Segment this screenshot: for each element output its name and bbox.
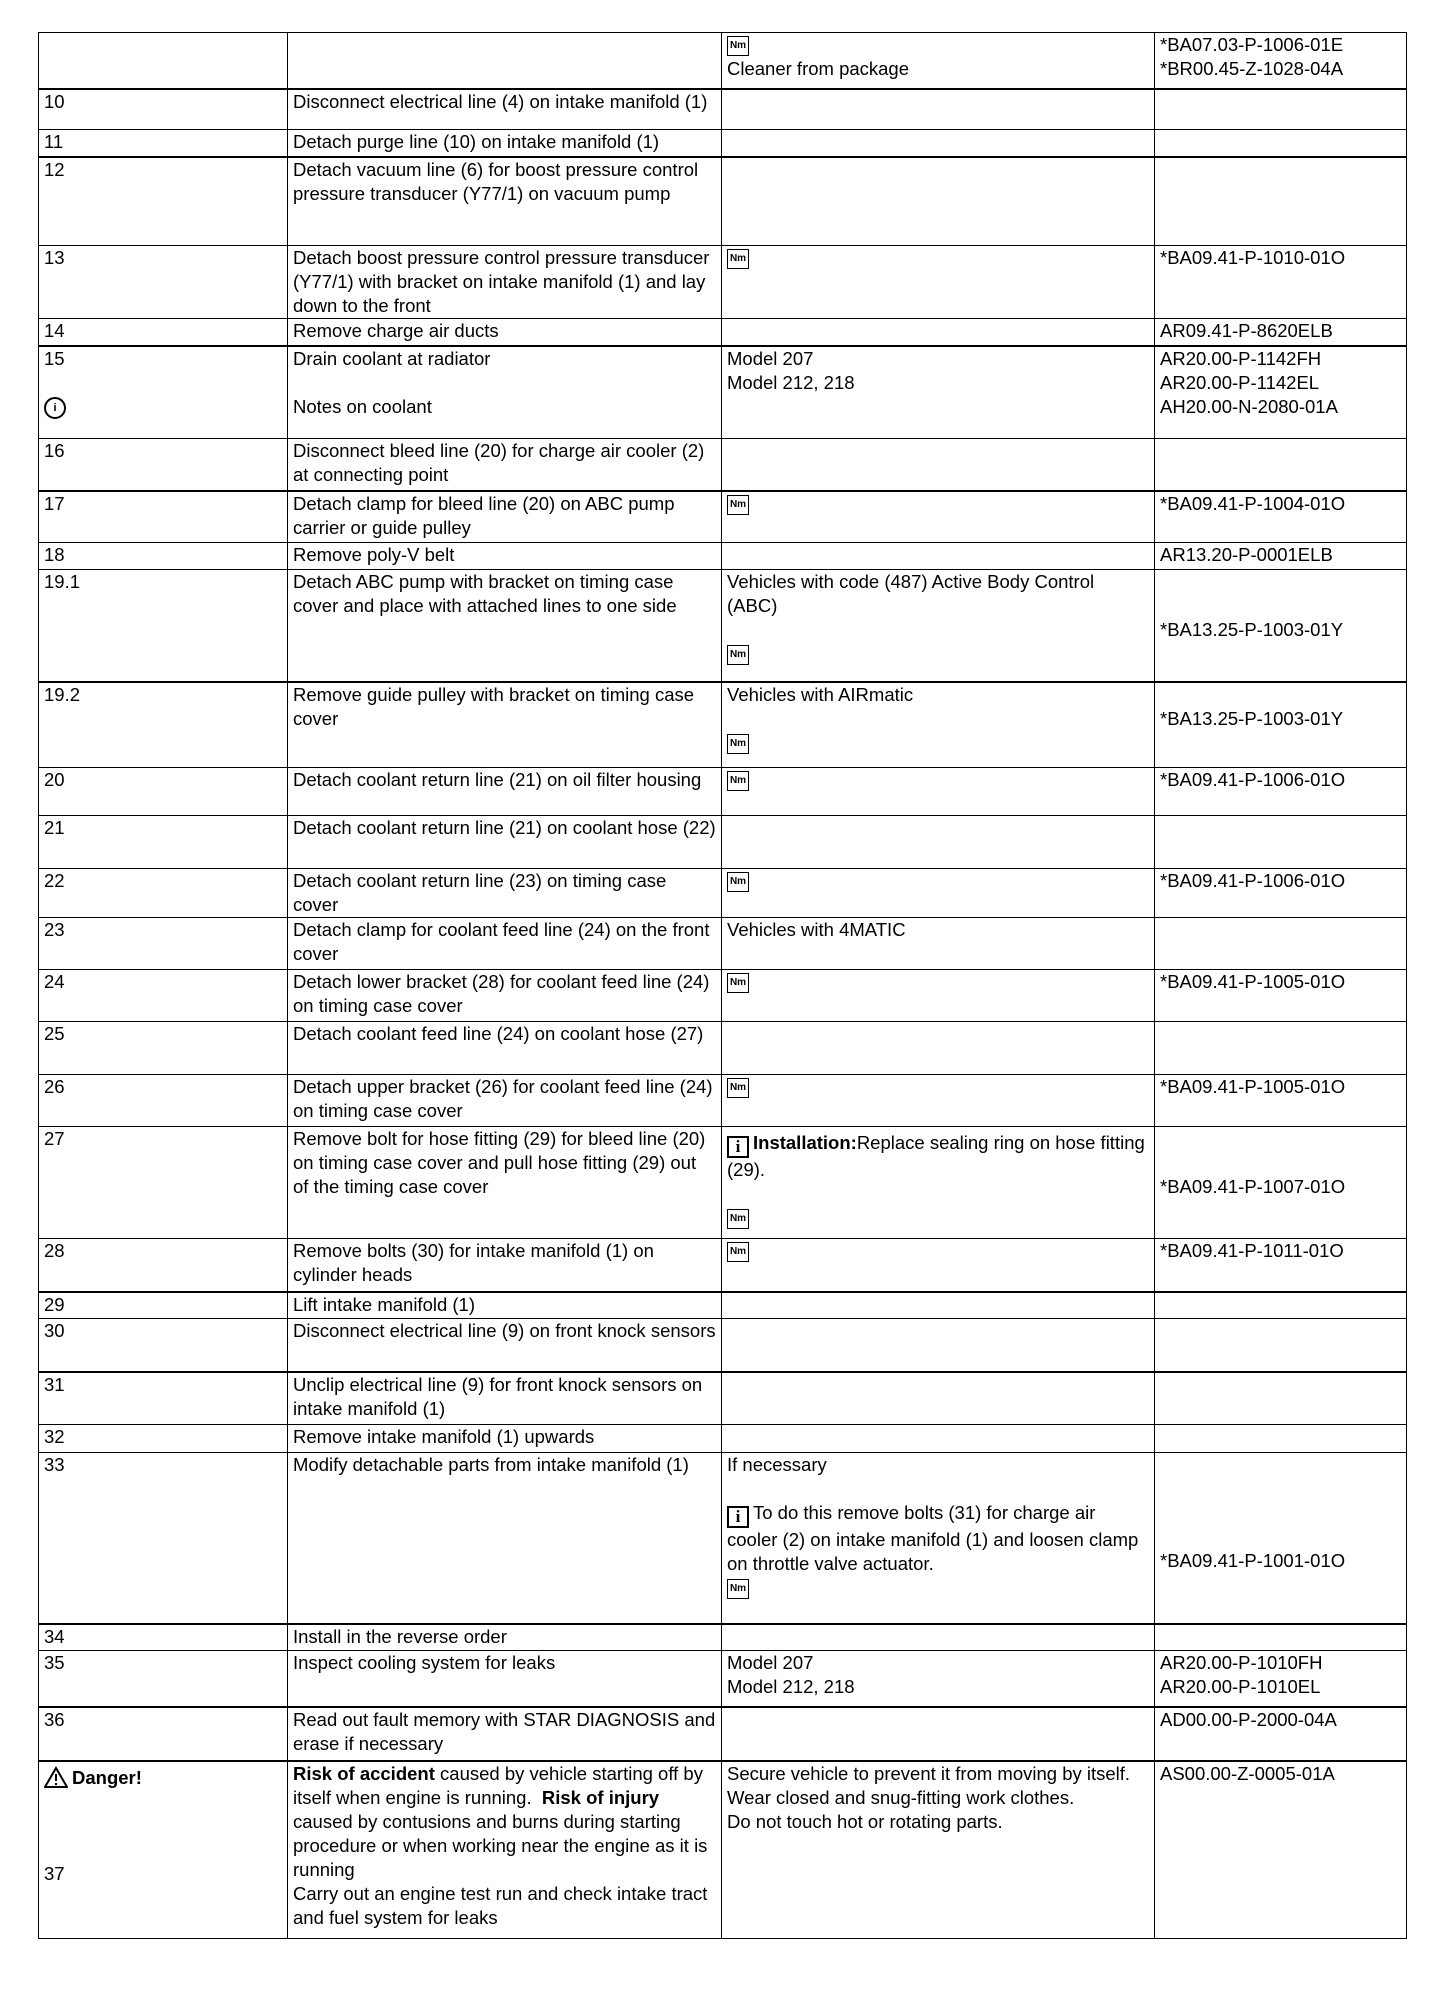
torque-icon: Nm (727, 973, 749, 993)
reference-cell (1155, 130, 1407, 157)
step-cell: 19.1 (39, 570, 288, 682)
table-row (39, 89, 1407, 130)
step-cell: 24 (39, 970, 288, 1022)
table-row (39, 682, 1407, 768)
action-cell: Disconnect electrical line (9) on front knock sensors (288, 1319, 722, 1372)
info-icon: i (727, 1506, 749, 1528)
torque-icon: Nm (727, 1209, 749, 1229)
torque-icon: Nm (727, 645, 749, 665)
reference-cell (1155, 1292, 1407, 1319)
table-row (39, 1292, 1407, 1319)
reference-cell: AR20.00-P-1142FH AR20.00-P-1142EL AH20.00-N-2080-01A (1155, 346, 1407, 439)
step-cell: 28 (39, 1239, 288, 1292)
condition-cell: Model 207 Model 212, 218 (722, 1651, 1155, 1707)
condition-cell (722, 543, 1155, 570)
action-cell (288, 33, 722, 89)
reference-cell: *BA09.41-P-1004-01O (1155, 491, 1407, 543)
reference-cell: AR09.41-P-8620ELB (1155, 319, 1407, 346)
torque-icon: Nm (727, 495, 749, 515)
table-row (39, 1319, 1407, 1372)
reference-cell (1155, 918, 1407, 970)
reference-cell: *BA09.41-P-1007-01O (1155, 1127, 1407, 1239)
info-icon: i (727, 1136, 749, 1158)
table-row (39, 1707, 1407, 1761)
step-cell: 20 (39, 768, 288, 816)
condition-cell (722, 1292, 1155, 1319)
table-row (39, 869, 1407, 918)
action-cell: Detach clamp for bleed line (20) on ABC pump carrier or guide pulley (288, 491, 722, 543)
condition-cell (722, 319, 1155, 346)
reference-cell: *BA13.25-P-1003-01Y (1155, 570, 1407, 682)
condition-cell (722, 1022, 1155, 1075)
action-cell: Detach coolant return line (21) on coolant hose (22) (288, 816, 722, 869)
action-cell: Detach purge line (10) on intake manifold (1) (288, 130, 722, 157)
action-cell: Inspect cooling system for leaks (288, 1651, 722, 1707)
reference-cell: AD00.00-P-2000-04A (1155, 1707, 1407, 1761)
condition-cell: Model 207 Model 212, 218 (722, 346, 1155, 439)
condition-cell (722, 1319, 1155, 1372)
table-row (39, 1425, 1407, 1453)
step-cell: 14 (39, 319, 288, 346)
condition-cell (722, 246, 1155, 319)
step-cell (39, 33, 288, 89)
table-row (39, 439, 1407, 491)
step-cell: 35 (39, 1651, 288, 1707)
table-row (39, 1372, 1407, 1425)
table-row (39, 816, 1407, 869)
torque-icon: Nm (727, 36, 749, 56)
condition-cell: Vehicles with code (487) Active Body Control (ABC) Nm (722, 570, 1155, 682)
step-cell: 19.2 (39, 682, 288, 768)
reference-cell: *BA09.41-P-1005-01O (1155, 970, 1407, 1022)
table-row (39, 1624, 1407, 1651)
condition-cell (722, 816, 1155, 869)
step-cell: 12 (39, 157, 288, 246)
action-cell: Detach vacuum line (6) for boost pressure control pressure transducer (Y77/1) on vacuum pump (288, 157, 722, 246)
step-cell: 17 (39, 491, 288, 543)
condition-cell (722, 157, 1155, 246)
condition-cell (722, 768, 1155, 816)
table-row (39, 543, 1407, 570)
action-cell: Detach coolant return line (23) on timing case cover (288, 869, 722, 918)
condition-cell (722, 1624, 1155, 1651)
step-cell: 36 (39, 1707, 288, 1761)
action-cell: Detach lower bracket (28) for coolant feed line (24) on timing case cover (288, 970, 722, 1022)
condition-cell: Nm Cleaner from package (722, 33, 1155, 89)
table-row (39, 346, 1407, 439)
condition-cell: If necessary i To do this remove bolts (31) for charge air cooler (2) on intake manifold (1) and loosen clamp on throttle valve actuator. Nm (722, 1453, 1155, 1624)
reference-cell: *BA13.25-P-1003-01Y (1155, 682, 1407, 768)
reference-cell (1155, 1022, 1407, 1075)
action-cell: Detach clamp for coolant feed line (24) on the front cover (288, 918, 722, 970)
condition-cell (722, 1707, 1155, 1761)
condition-cell: Vehicles with 4MATIC (722, 918, 1155, 970)
condition-cell (722, 970, 1155, 1022)
action-cell: Remove intake manifold (1) upwards (288, 1425, 722, 1453)
table-row (39, 319, 1407, 346)
reference-cell: AR20.00-P-1010FH AR20.00-P-1010EL (1155, 1651, 1407, 1707)
reference-cell: *BA09.41-P-1010-01O (1155, 246, 1407, 319)
action-cell: Lift intake manifold (1) (288, 1292, 722, 1319)
reference-cell: *BA09.41-P-1001-01O (1155, 1453, 1407, 1624)
step-cell: 26 (39, 1075, 288, 1127)
reference-cell (1155, 89, 1407, 130)
torque-icon: Nm (727, 1078, 749, 1098)
table-row (39, 768, 1407, 816)
step-cell: 23 (39, 918, 288, 970)
warning-icon (44, 1766, 68, 1788)
step-cell: 33 (39, 1453, 288, 1624)
table-row (39, 1453, 1407, 1624)
step-cell: 29 (39, 1292, 288, 1319)
torque-icon: Nm (727, 249, 749, 269)
step-cell: 13 (39, 246, 288, 319)
reference-cell (1155, 1319, 1407, 1372)
action-cell: Unclip electrical line (9) for front knock sensors on intake manifold (1) (288, 1372, 722, 1425)
reference-cell (1155, 1372, 1407, 1425)
step-cell: 15 i (39, 346, 288, 439)
reference-cell: AR13.20-P-0001ELB (1155, 543, 1407, 570)
action-cell: Remove guide pulley with bracket on timing case cover (288, 682, 722, 768)
step-cell: 30 (39, 1319, 288, 1372)
action-cell: Detach boost pressure control pressure transducer (Y77/1) with bracket on intake manifold (1) and lay down to the front (288, 246, 722, 319)
condition-cell (722, 869, 1155, 918)
step-cell: 22 (39, 869, 288, 918)
procedure-table (38, 32, 1407, 1939)
table-row (39, 130, 1407, 157)
danger-row: Danger! 37 Risk of accident caused by vehicle starting off by itself when engine is running. Risk of injury caused by contusions and burns during starting procedure or when working near the engine as it is running Carry out an engine test run and check intake tract and fuel system for leaks Secure vehicle to prevent it from moving by itself. Wear closed and snug-fitting work clothes. Do not touch hot or rotating parts. AS00.00-Z-0005-01A (39, 1761, 1407, 1939)
step-cell: 21 (39, 816, 288, 869)
step-cell: 18 (39, 543, 288, 570)
table-row (39, 1239, 1407, 1292)
action-cell: Install in the reverse order (288, 1624, 722, 1651)
reference-cell (1155, 1425, 1407, 1453)
condition-cell (722, 1372, 1155, 1425)
condition-cell (722, 491, 1155, 543)
action-cell: Read out fault memory with STAR DIAGNOSIS and erase if necessary (288, 1707, 722, 1761)
action-cell: Detach coolant feed line (24) on coolant hose (27) (288, 1022, 722, 1075)
condition-cell (722, 1075, 1155, 1127)
table-row (39, 33, 1407, 89)
torque-icon: Nm (727, 771, 749, 791)
action-cell: Remove charge air ducts (288, 319, 722, 346)
step-cell: 34 (39, 1624, 288, 1651)
action-cell: Detach upper bracket (26) for coolant feed line (24) on timing case cover (288, 1075, 722, 1127)
torque-icon: Nm (727, 734, 749, 754)
table-row (39, 570, 1407, 682)
step-cell: 10 (39, 89, 288, 130)
condition-cell (722, 130, 1155, 157)
table-row (39, 246, 1407, 319)
action-cell: Detach ABC pump with bracket on timing case cover and place with attached lines to one side (288, 570, 722, 682)
reference-cell: *BA09.41-P-1011-01O (1155, 1239, 1407, 1292)
reference-cell: *BA07.03-P-1006-01E *BR00.45-Z-1028-04A (1155, 33, 1407, 89)
reference-cell (1155, 157, 1407, 246)
torque-icon: Nm (727, 872, 749, 892)
action-cell: Disconnect electrical line (4) on intake manifold (1) (288, 89, 722, 130)
table-row (39, 1022, 1407, 1075)
condition-cell (722, 89, 1155, 130)
action-cell: Modify detachable parts from intake manifold (1) (288, 1453, 722, 1624)
reference-cell: *BA09.41-P-1005-01O (1155, 1075, 1407, 1127)
table-row (39, 1075, 1407, 1127)
danger-label: Danger! (72, 1766, 142, 1788)
table-row (39, 970, 1407, 1022)
step-cell: 32 (39, 1425, 288, 1453)
notes-icon: i (44, 397, 66, 419)
torque-icon: Nm (727, 1579, 749, 1599)
reference-cell: *BA09.41-P-1006-01O (1155, 768, 1407, 816)
torque-icon: Nm (727, 1242, 749, 1262)
reference-cell (1155, 1624, 1407, 1651)
condition-cell (722, 1239, 1155, 1292)
table-row (39, 918, 1407, 970)
action-cell: Remove bolt for hose fitting (29) for bleed line (20) on timing case cover and pull hose fitting (29) out of the timing case cover (288, 1127, 722, 1239)
step-cell: 27 (39, 1127, 288, 1239)
action-cell: Remove poly-V belt (288, 543, 722, 570)
action-cell: Detach coolant return line (21) on oil filter housing (288, 768, 722, 816)
table-row (39, 1651, 1407, 1707)
reference-cell (1155, 816, 1407, 869)
step-cell: 31 (39, 1372, 288, 1425)
step-cell: 25 (39, 1022, 288, 1075)
condition-cell (722, 1425, 1155, 1453)
reference-cell: *BA09.41-P-1006-01O (1155, 869, 1407, 918)
step-cell: 16 (39, 439, 288, 491)
condition-cell: i Installation:Replace sealing ring on hose fitting (29). Nm (722, 1127, 1155, 1239)
action-cell: Remove bolts (30) for intake manifold (1) on cylinder heads (288, 1239, 722, 1292)
table-row (39, 491, 1407, 543)
reference-cell (1155, 439, 1407, 491)
table-row (39, 157, 1407, 246)
action-cell: Disconnect bleed line (20) for charge air cooler (2) at connecting point (288, 439, 722, 491)
action-cell: Drain coolant at radiator Notes on coolant (288, 346, 722, 439)
step-cell: 11 (39, 130, 288, 157)
table-row (39, 1127, 1407, 1239)
condition-cell (722, 439, 1155, 491)
condition-cell: Vehicles with AIRmatic Nm (722, 682, 1155, 768)
